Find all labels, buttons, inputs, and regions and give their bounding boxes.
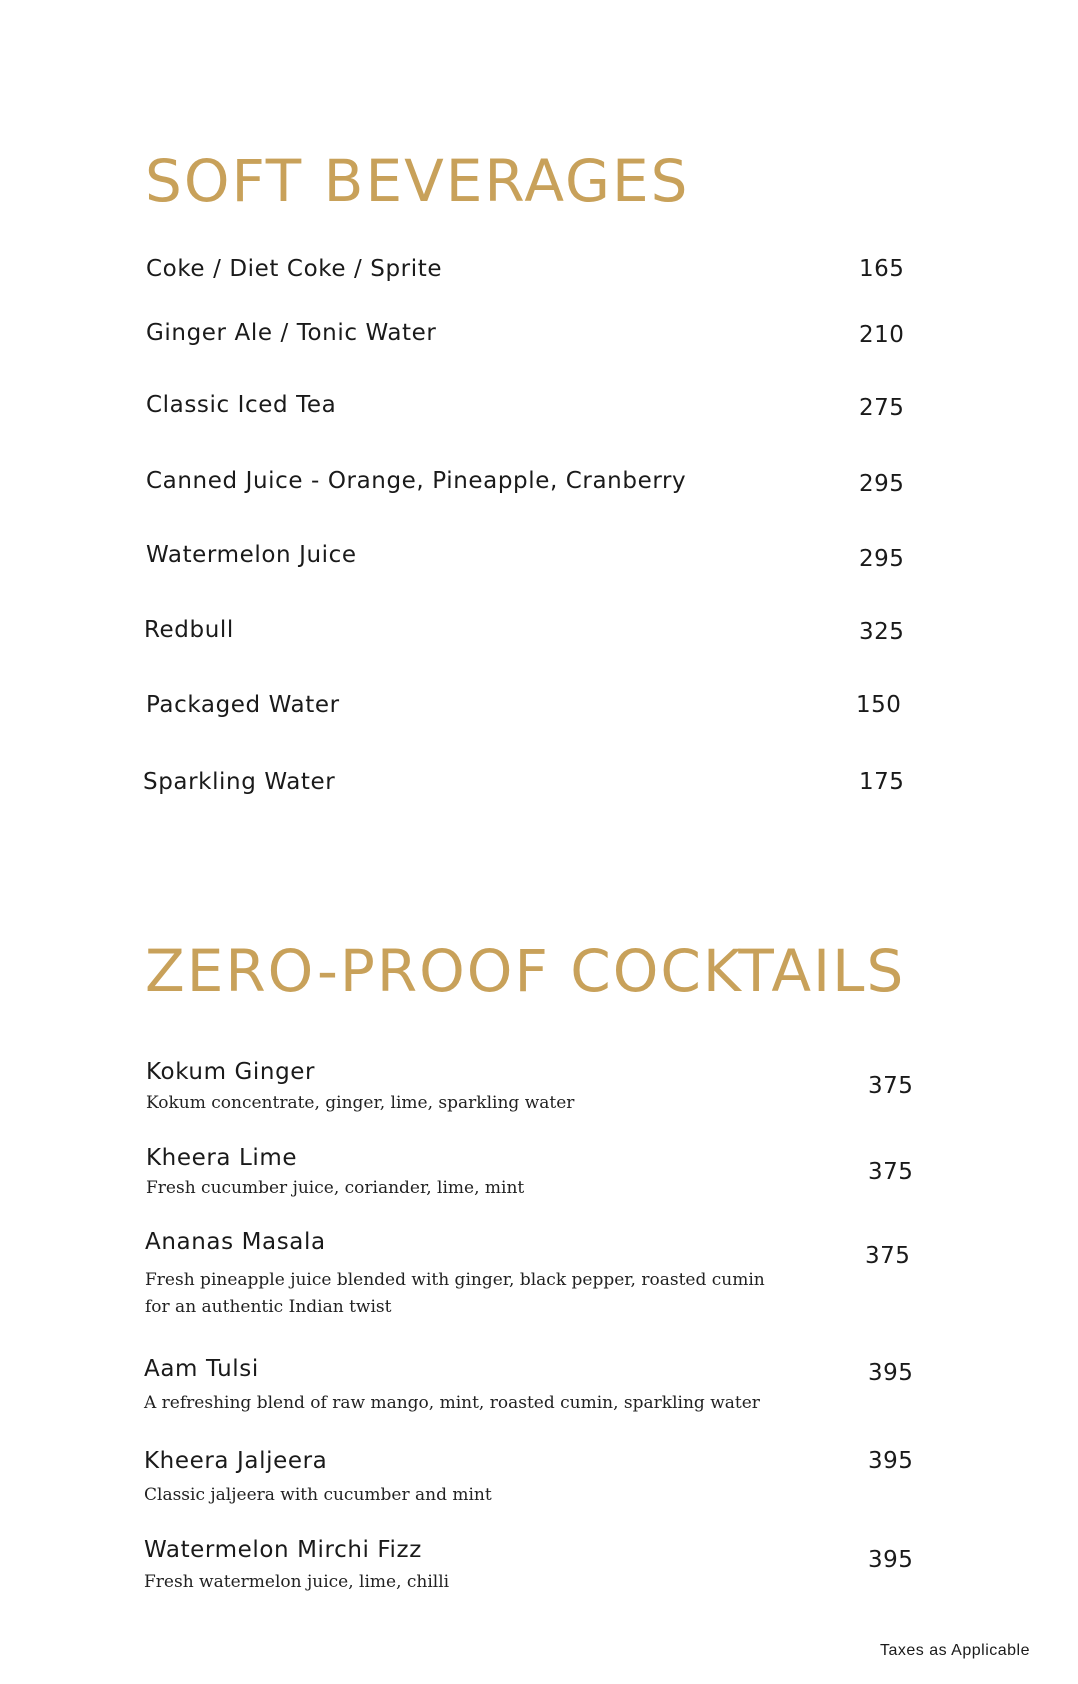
item-description: Fresh cucumber juice, coriander, lime, mint xyxy=(146,1178,525,1198)
menu-item xyxy=(146,390,936,430)
item-description: Classic jaljeera with cucumber and mint xyxy=(144,1485,492,1505)
item-name: Canned Juice - Orange, Pineapple, Cranberry xyxy=(146,468,687,494)
item-price: 165 xyxy=(859,256,905,282)
item-price: 375 xyxy=(865,1243,911,1269)
menu-item xyxy=(146,254,936,294)
item-description: Kokum concentrate, ginger, lime, sparkling water xyxy=(146,1093,575,1113)
menu-item xyxy=(146,1446,936,1506)
item-name: Kheera Jaljeera xyxy=(144,1448,328,1474)
item-name: Packaged Water xyxy=(146,692,340,718)
item-name: Redbull xyxy=(144,617,234,643)
zero-proof-cocktails-heading: ZERO-PROOF COCKTAILS xyxy=(145,937,906,1005)
item-price: 295 xyxy=(859,471,905,497)
menu-item xyxy=(146,615,936,655)
item-name: Kheera Lime xyxy=(146,1145,298,1171)
menu-item xyxy=(146,466,936,506)
item-name: Aam Tulsi xyxy=(144,1356,259,1382)
item-price: 295 xyxy=(859,546,905,572)
item-price: 375 xyxy=(868,1073,914,1099)
item-price: 375 xyxy=(868,1159,914,1185)
menu-item xyxy=(146,1354,936,1414)
item-description: A refreshing blend of raw mango, mint, roasted cumin, sparkling water xyxy=(144,1393,760,1413)
item-price: 150 xyxy=(856,692,902,718)
menu-item xyxy=(143,767,936,807)
item-name: Ginger Ale / Tonic Water xyxy=(146,320,437,346)
item-description: Fresh pineapple juice blended with ginger, black pepper, roasted cumin for an authentic Indian twist xyxy=(145,1270,765,1317)
menu-item xyxy=(146,318,936,358)
taxes-note: Taxes as Applicable xyxy=(879,1642,1030,1659)
menu-item xyxy=(146,1535,936,1595)
item-price: 395 xyxy=(868,1448,914,1474)
item-name: Kokum Ginger xyxy=(146,1059,316,1085)
menu-item xyxy=(146,690,936,730)
item-price: 395 xyxy=(868,1360,914,1386)
item-description: Fresh watermelon juice, lime, chilli xyxy=(144,1572,450,1592)
item-price: 325 xyxy=(859,619,905,645)
item-price: 210 xyxy=(859,322,905,348)
item-name: Sparkling Water xyxy=(143,769,336,795)
item-price: 175 xyxy=(859,769,905,795)
item-name: Ananas Masala xyxy=(145,1229,326,1255)
menu-item xyxy=(146,1227,936,1322)
item-price: 275 xyxy=(859,395,905,421)
item-price: 395 xyxy=(868,1547,914,1573)
menu-item xyxy=(146,540,936,580)
soft-beverages-heading: SOFT BEVERAGES xyxy=(145,147,690,215)
item-name: Coke / Diet Coke / Sprite xyxy=(146,256,443,282)
menu-item xyxy=(146,1057,936,1117)
item-name: Watermelon Juice xyxy=(146,542,357,568)
item-name: Classic Iced Tea xyxy=(146,392,337,418)
menu-item xyxy=(146,1143,936,1203)
item-name: Watermelon Mirchi Fizz xyxy=(144,1537,422,1563)
